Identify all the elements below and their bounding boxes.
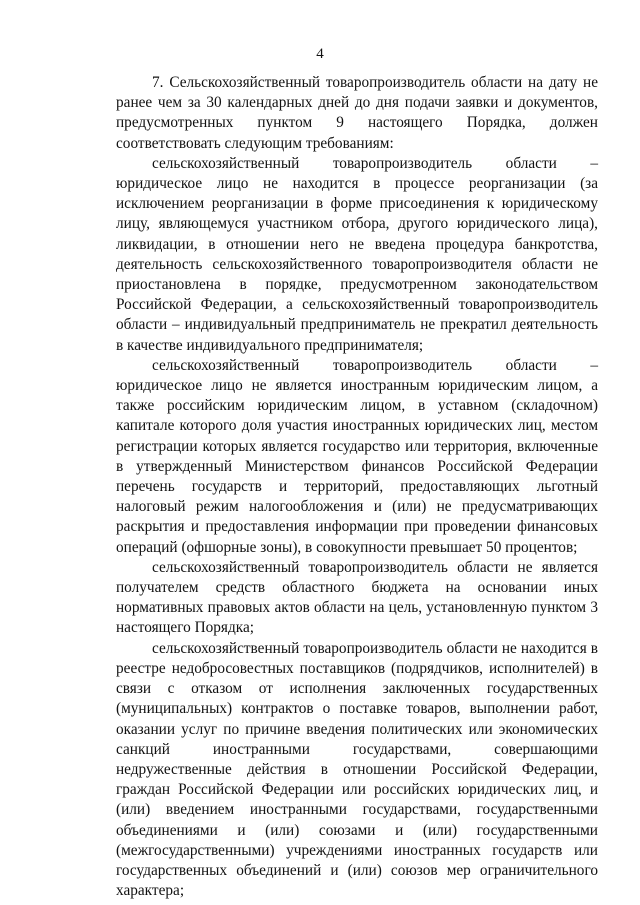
paragraph-requirement-foreign-entity: сельскохозяйственный товаропроизводитель области – юридическое лицо не является иностранным юридическим лицом, а также российским юридическим лицом, в уставном (складочном) капитале которого доля участия иностранных юридических лиц, местом регистрации которых является государство или территория, включенные в утвержденный Министерством финансов Российской Федерации перечень государств и территорий, предоставляющих льготный налоговый режим налогообложения и (или) не предусматривающих раскрытия и предоставления информации при проведении финансовых операций (офшорные зоны), в совокупности превышает 50 процентов; — [116, 356, 598, 556]
paragraph-item-7: 7. Сельскохозяйственный товаропроизводитель области на дату не ранее чем за 30 календарных дней до дня подачи заявки и документов, предусмотренных пунктом 9 настоящего Порядка, должен соответствовать следующим требованиям: — [116, 74, 598, 152]
page-number: 4 — [316, 46, 324, 62]
paragraph-requirement-budget-funds: сельскохозяйственный товаропроизводитель области не является получателем средств областного бюджета на основании иных нормативных правовых актов области на цель, установленную пунктом 3 настоящего Порядка; — [116, 558, 598, 637]
document-body — [116, 73, 598, 901]
paragraph-requirement-unfair-suppliers: сельскохозяйственный товаропроизводитель области не находится в реестре недобросовестных поставщиков (подрядчиков, исполнителей) в связи с отказом от исполнения заключенных государственных (муниципальных) контрактов о поставке товаров, выполнении работ, оказании услуг по причине введения политических или экономических санкций иностранными государствами, совершающими недружественные действия в отношении Российской Федерации, граждан Российской Федерации или российских юридических лиц, и (или) введением иностранными государствами, государственными объединениями и (или) союзами и (или) государственными (межгосударственными) учреждениями иностранных государств или государственных объединений и (или) союзов мер ограничительного характера; — [116, 639, 598, 900]
paragraph-requirement-reorganization: сельскохозяйственный товаропроизводитель области – юридическое лицо не находится в процессе реорганизации (за исключением реорганизации в форме присоединения к юридическому лицу, являющемуся участником отбора, другого юридического лица), ликвидации, в отношении него не введена процедура банкротства, деятельность сельскохозяйственного товаропроизводителя области не приостановлена в порядке, предусмотренном законодательством Российской Федерации, а сельскохозяйственный товаропроизводитель области – индивидуальный предприниматель не прекратил деятельность в качестве индивидуального предпринимателя; — [116, 154, 598, 354]
